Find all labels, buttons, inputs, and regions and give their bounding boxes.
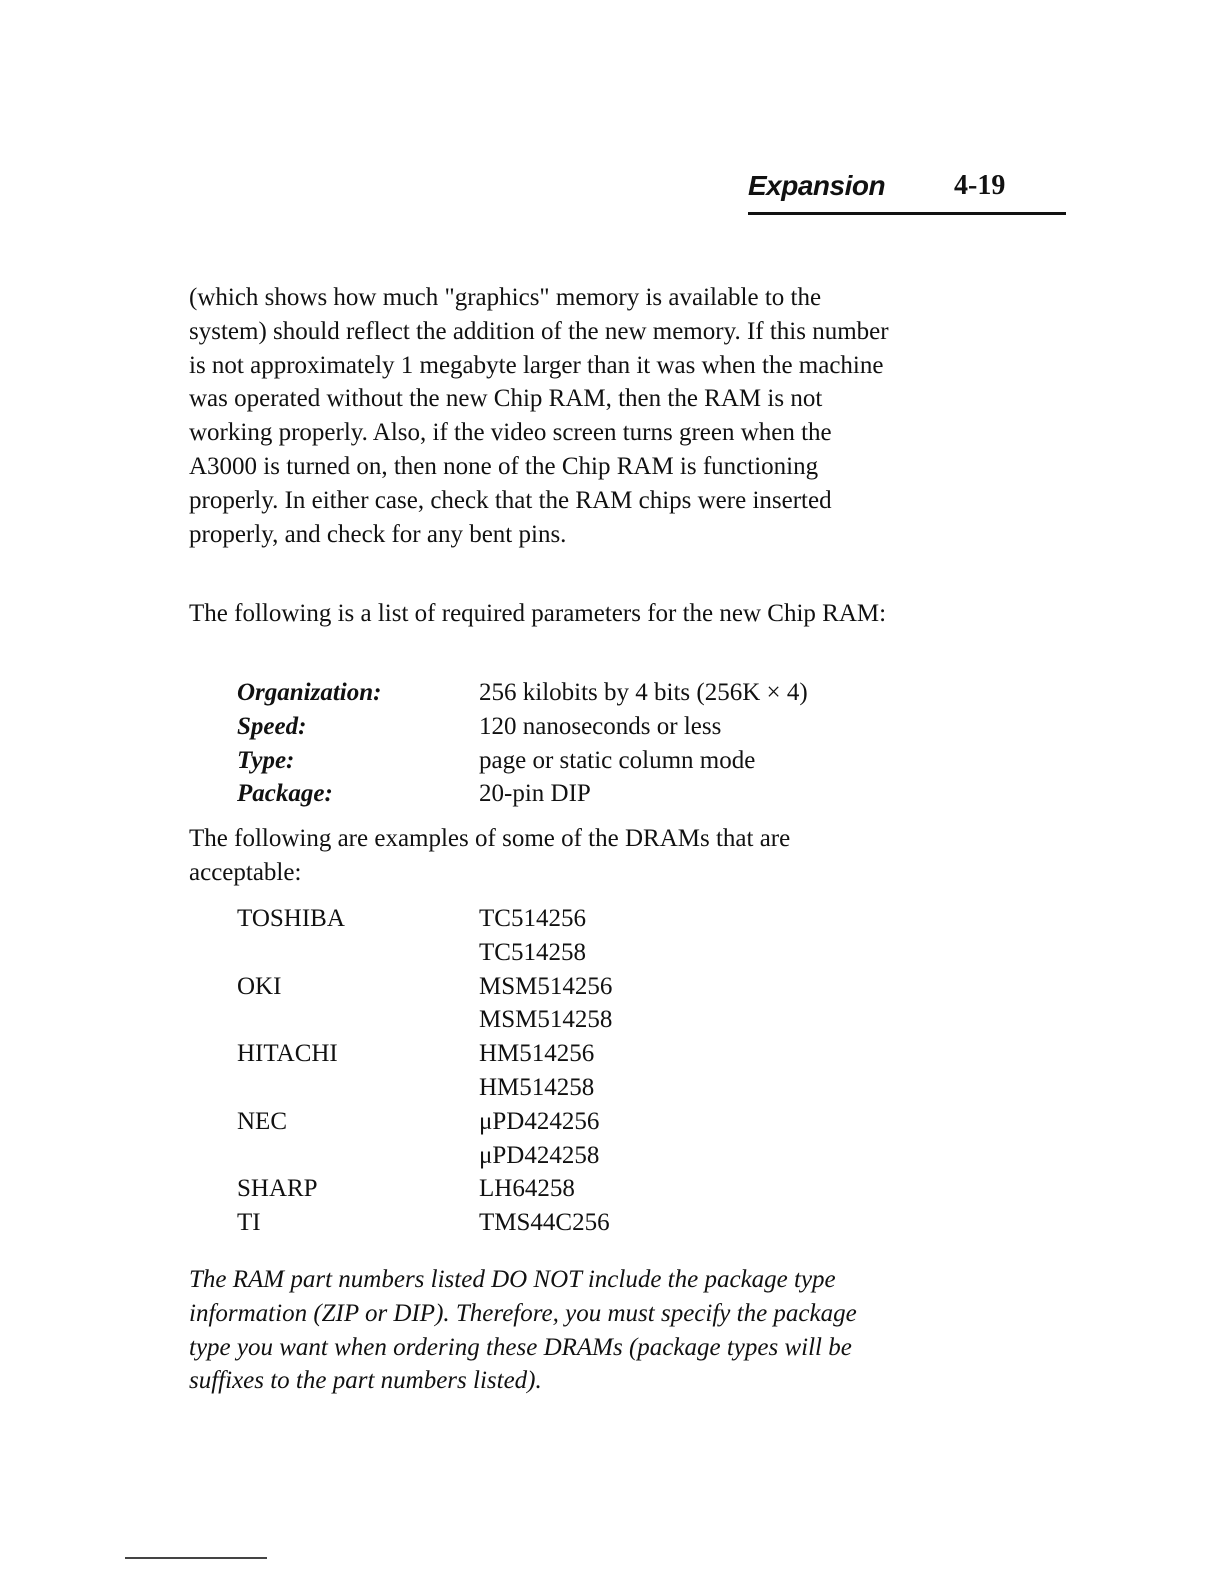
dram-row bbox=[237, 902, 857, 936]
dram-part-number: TC514256 bbox=[479, 905, 586, 932]
dram-row bbox=[237, 1003, 857, 1037]
parameter-row bbox=[237, 710, 857, 744]
running-header bbox=[748, 170, 1066, 216]
parameter-row bbox=[237, 676, 857, 710]
page-number: 4-19 bbox=[954, 170, 1006, 201]
dram-row bbox=[237, 1206, 857, 1240]
dram-maker bbox=[237, 1139, 479, 1173]
dram-maker bbox=[237, 1071, 479, 1105]
dram-part-number: HM514256 bbox=[479, 1040, 595, 1068]
dram-part-number: TC514258 bbox=[479, 938, 586, 966]
dram-maker bbox=[237, 936, 479, 970]
parameter-value: page or static column mode bbox=[479, 746, 756, 774]
parameter-value: 20-pin DIP bbox=[479, 780, 591, 808]
package-type-note: The RAM part numbers listed DO NOT include the package type information (ZIP or DIP). Therefore, you must specify the package type you want when ordering these DRAMs (package types will be suffixes to the part numbers listed). bbox=[189, 1266, 857, 1395]
dram-maker: OKI bbox=[237, 972, 282, 1000]
dram-part-number: HM514258 bbox=[479, 1073, 595, 1101]
parameter-row bbox=[237, 777, 857, 811]
parameter-row bbox=[237, 744, 857, 778]
parameter-value: 120 nanoseconds or less bbox=[479, 712, 722, 740]
dram-part-number: TMS44C256 bbox=[479, 1209, 610, 1237]
parameter-label: Speed: bbox=[237, 712, 307, 740]
paragraph-dram-intro: The following are examples of some of the DRAMs that are acceptable: bbox=[189, 825, 791, 886]
footer-rule bbox=[125, 1557, 267, 1559]
dram-maker: TOSHIBA bbox=[237, 905, 345, 932]
paragraph-parameters-intro: The following is a list of required parameters for the new Chip RAM: bbox=[189, 600, 887, 627]
dram-row bbox=[237, 936, 857, 970]
parameter-label: Organization: bbox=[237, 679, 382, 706]
dram-part-number: μPD424256 bbox=[479, 1107, 600, 1135]
dram-row bbox=[237, 1037, 857, 1071]
dram-maker bbox=[237, 1003, 479, 1037]
dram-maker: NEC bbox=[237, 1107, 287, 1135]
dram-maker: HITACHI bbox=[237, 1040, 338, 1068]
dram-maker: TI bbox=[237, 1209, 261, 1237]
parameter-label: Type: bbox=[237, 746, 295, 774]
header-rule bbox=[748, 212, 1066, 215]
dram-maker: SHARP bbox=[237, 1175, 318, 1203]
dram-row bbox=[237, 1172, 857, 1206]
dram-part-number: μPD424258 bbox=[479, 1141, 600, 1169]
parameter-value: 256 kilobits by 4 bits (256K × 4) bbox=[479, 679, 808, 706]
dram-row bbox=[237, 1139, 857, 1173]
dram-row bbox=[237, 1105, 857, 1139]
dram-part-number: MSM514258 bbox=[479, 1006, 613, 1034]
dram-row bbox=[237, 1071, 857, 1105]
dram-row bbox=[237, 970, 857, 1004]
dram-part-number: MSM514256 bbox=[479, 972, 613, 1000]
dram-part-number: LH64258 bbox=[479, 1175, 575, 1203]
paragraph-memory-check: (which shows how much "graphics" memory is available to the system) should reflect the addition of the new memory. If this number is not approximately 1 megabyte larger than it was when the machine was operated without the new Chip RAM, then the RAM is not working properly. Also, if the video screen turns green when the A3000 is turned on, then none of the Chip RAM is functioning properly. In either case, check that the RAM chips were inserted properly, and check for any bent pins. bbox=[189, 284, 889, 548]
dram-list bbox=[237, 902, 857, 1240]
section-title: Expansion bbox=[748, 170, 886, 201]
parameter-label: Package: bbox=[237, 780, 333, 808]
parameters-table bbox=[237, 676, 857, 811]
